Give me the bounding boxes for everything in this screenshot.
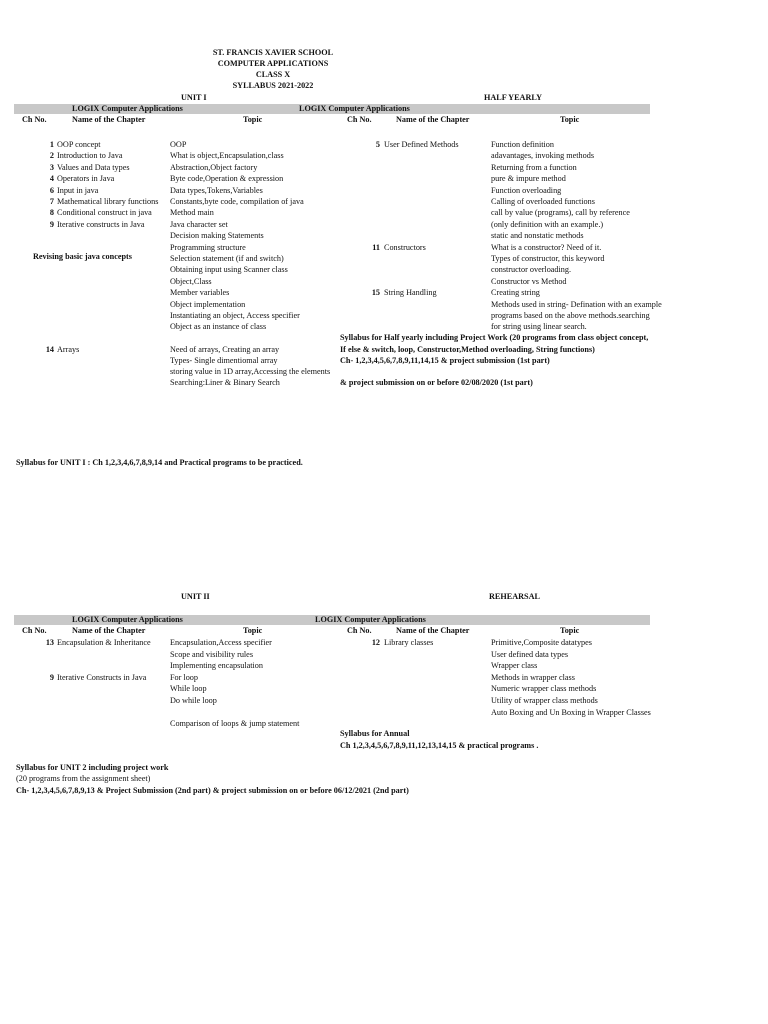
arrays-name: Arrays — [57, 345, 80, 354]
annual-chapters: Ch 1,2,3,4,5,6,7,8,9,11,12,13,14,15 & practical programs . — [340, 741, 539, 750]
chapter-name: Library classes — [384, 638, 434, 647]
col-topic-right: Topic — [560, 626, 580, 635]
col-topic-right: Topic — [560, 115, 580, 124]
col-name-left: Name of the Chapter — [72, 626, 146, 635]
chapter-topic: Obtaining input using Scanner class — [170, 265, 288, 275]
col-name-left: Name of the Chapter — [72, 115, 146, 124]
rehearsal-title: REHEARSAL — [489, 592, 540, 601]
half-yearly-note: & project submission on or before 02/08/2020 (1st part) — [340, 378, 533, 387]
chapter-topic: Returning from a function — [491, 162, 577, 172]
arrays-topic: Types- Single dimentiomal array — [170, 356, 278, 365]
col-chno-right: Ch No. — [347, 115, 372, 124]
chapter-topic: Implementing encapsulation — [170, 661, 263, 671]
arrays-topic: storing value in 1D array,Accessing the elements — [170, 367, 331, 376]
chapter-topic: Types of constructor, this keyword — [491, 254, 605, 263]
chapter-topic: While loop — [170, 684, 207, 694]
chapter-topic: Instantiating an object, Access specifier — [170, 311, 300, 320]
chapter-topic: Object implementation — [170, 299, 246, 309]
chapter-name: String Handling — [384, 288, 437, 298]
col-name-right: Name of the Chapter — [396, 626, 470, 635]
chapter-name: Encapsulation & Inheritance — [57, 638, 151, 647]
chapter-number: 13 — [45, 638, 54, 647]
col-name-right: Name of the Chapter — [396, 115, 470, 124]
chapter-topic: Numeric wrapper class methods — [491, 684, 597, 694]
chapter-topic: What is a constructor? Need of it. — [491, 242, 602, 252]
section2-left-band-label: LOGIX Computer Applications — [72, 615, 183, 624]
chapter-topic: User defined data types — [491, 649, 569, 659]
chapter-number: 9 — [49, 219, 54, 229]
chapter-name: OOP concept — [57, 140, 101, 149]
chapter-name: Input in java — [57, 185, 99, 195]
chapter-name: Introduction to Java — [57, 151, 123, 161]
chapter-number: 3 — [49, 162, 54, 172]
chapter-number: 8 — [49, 208, 54, 218]
chapter-topic: pure & impure method — [491, 174, 566, 184]
chapter-topic: Comparison of loops & jump statement — [170, 719, 300, 729]
chapter-number: 4 — [49, 174, 54, 184]
school-name: ST. FRANCIS XAVIER SCHOOL — [212, 48, 334, 57]
half-yearly-title: HALF YEARLY — [484, 93, 543, 102]
unit2-syllabus-title: Syllabus for UNIT 2 including project work — [16, 763, 169, 772]
section2-right-band-label: LOGIX Computer Applications — [315, 615, 426, 624]
section1-left-band-label: LOGIX Computer Applications — [72, 104, 183, 113]
chapter-number: 9 — [49, 672, 54, 682]
chapter-number: 1 — [49, 140, 54, 149]
chapter-topic: Data types,Tokens,Variables — [170, 185, 263, 195]
chapter-topic: for string using linear search. — [491, 322, 587, 332]
chapter-topic: Do while loop — [170, 696, 217, 705]
chapter-number: 6 — [49, 185, 54, 195]
chapter-name: Mathematical library functions — [57, 197, 159, 206]
chapter-topic: Auto Boxing and Un Boxing in Wrapper Classes — [491, 707, 651, 717]
chapter-topic: Methods in wrapper class — [491, 672, 575, 682]
col-chno-left: Ch No. — [22, 115, 47, 124]
chapter-name: Values and Data types — [57, 162, 130, 172]
chapter-name: Iterative Constructs in Java — [57, 672, 147, 682]
chapter-topic: Decision making Statements — [170, 231, 264, 241]
chapter-topic: Object as an instance of class — [170, 322, 267, 332]
unit2-syllabus-chapters: Ch- 1,2,3,4,5,6,7,8,9,13 & Project Submission (2nd part) & project submission on or before 06/12/2021 (2nd part) — [16, 786, 409, 795]
col-chno-right: Ch No. — [347, 626, 372, 635]
half-yearly-note: If else & switch, loop, Constructor,Method overloading, String functions) — [340, 345, 595, 354]
chapter-topic: Creating string — [491, 288, 540, 298]
arrays-chno: 14 — [45, 345, 54, 354]
chapter-topic: Constructor vs Method — [491, 276, 567, 286]
chapter-topic: Byte code,Operation & expression — [170, 174, 284, 184]
chapter-topic: Utility of wrapper class methods — [491, 696, 598, 705]
chapter-topic: call by value (programs), call by reference — [491, 208, 630, 218]
chapter-topic: Calling of overloaded functions — [491, 197, 595, 206]
revising-label: Revising basic java concepts — [33, 252, 132, 261]
chapter-number: 7 — [49, 197, 54, 206]
chapter-name: User Defined Methods — [384, 140, 459, 149]
chapter-name: Constructors — [384, 242, 426, 252]
arrays-topic: Need of arrays, Creating an array — [170, 345, 280, 354]
chapter-topic: static and nonstatic methods — [491, 231, 584, 241]
chapter-number: 15 — [371, 288, 380, 298]
chapter-topic: What is object,Encapsulation,class — [170, 151, 284, 161]
unit1-title: UNIT I — [181, 93, 207, 102]
chapter-topic: OOP — [170, 140, 187, 149]
chapter-number: 12 — [371, 638, 380, 647]
unit2-syllabus-subtitle: (20 programs from the assignment sheet) — [16, 774, 151, 783]
col-topic-left: Topic — [243, 626, 263, 635]
chapter-topic: For loop — [170, 672, 198, 682]
chapter-topic: Programming structure — [170, 242, 246, 252]
annual-title: Syllabus for Annual — [340, 729, 410, 738]
chapter-topic: Function definition — [491, 140, 554, 149]
chapter-topic: constructor overloading. — [491, 265, 572, 275]
unit2-title: UNIT II — [181, 592, 210, 601]
col-topic-left: Topic — [243, 115, 263, 124]
chapter-topic: Primitive,Composite datatypes — [491, 638, 592, 647]
half-yearly-note: Syllabus for Half yearly including Project Work (20 programs from class object concept, — [340, 333, 649, 342]
col-chno-left: Ch No. — [22, 626, 47, 635]
chapter-topic: programs based on the above methods.searching — [491, 311, 650, 320]
chapter-topic: Function overloading — [491, 185, 562, 195]
chapter-topic: Encapsulation,Access specifier — [170, 638, 272, 647]
chapter-topic: (only definition with an example.) — [491, 219, 604, 229]
class-title: CLASS X — [255, 70, 291, 79]
chapter-topic: Abstraction,Object factory — [170, 162, 258, 172]
chapter-name: Iterative constructs in Java — [57, 219, 145, 229]
chapter-topic: Java character set — [170, 219, 228, 229]
chapter-number: 2 — [49, 151, 54, 161]
chapter-name: Operators in Java — [57, 174, 115, 184]
chapter-topic: Selection statement (if and switch) — [170, 254, 284, 263]
chapter-topic: Member variables — [170, 288, 230, 298]
chapter-topic: Wrapper class — [491, 661, 538, 671]
syllabus-year: SYLLABUS 2021-2022 — [232, 81, 314, 90]
chapter-name: Conditional construct in java — [57, 208, 152, 218]
unit1-syllabus-note: Syllabus for UNIT I : Ch 1,2,3,4,6,7,8,9,14 and Practical programs to be practiced. — [16, 458, 303, 467]
half-yearly-note: Ch- 1,2,3,4,5,6,7,8,9,11,14,15 & project submission (1st part) — [340, 356, 550, 365]
subject-title: COMPUTER APPLICATIONS — [217, 59, 329, 68]
chapter-topic: adavantages, invoking methods — [491, 151, 595, 161]
chapter-topic: Method main — [170, 208, 214, 218]
arrays-topic: Searching:Liner & Binary Search — [170, 378, 280, 387]
chapter-topic: Methods used in string- Defination with an example — [491, 299, 662, 309]
section1-right-band-label: LOGIX Computer Applications — [299, 104, 410, 113]
chapter-number: 11 — [372, 242, 380, 252]
chapter-topic: Object,Class — [170, 276, 212, 286]
chapter-number: 5 — [375, 140, 380, 149]
chapter-topic: Scope and visibility rules — [170, 649, 254, 659]
chapter-topic: Constants,byte code, compilation of java — [170, 197, 304, 206]
